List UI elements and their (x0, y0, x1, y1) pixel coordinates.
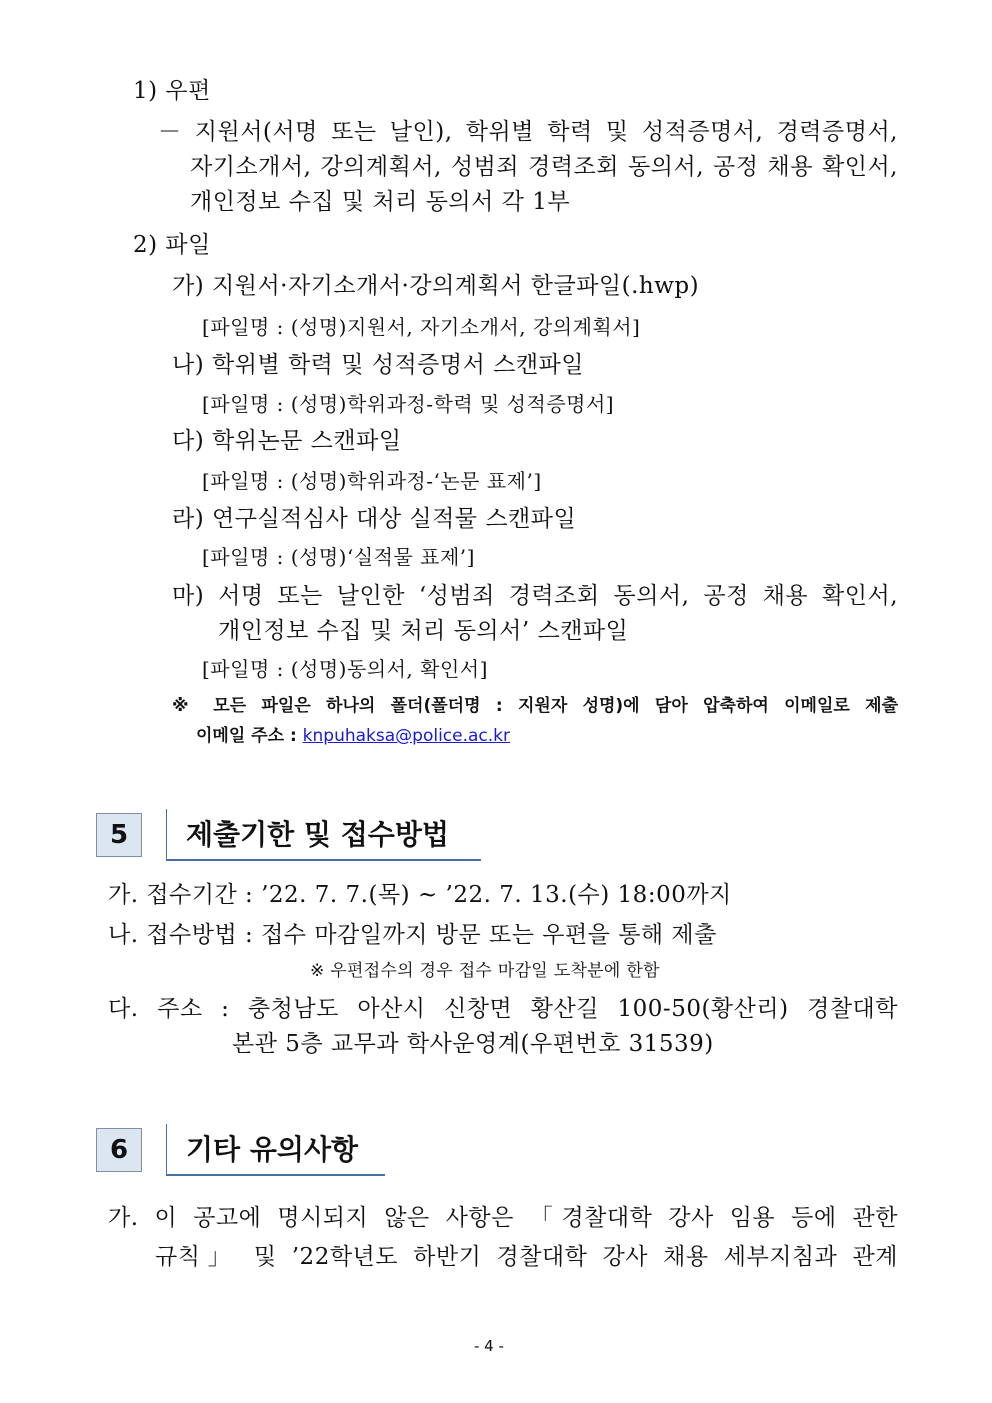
mail-heading: 1) 우편 (133, 78, 211, 104)
file-item-title: 다) 학위논문 스캔파일 (172, 428, 402, 454)
section5-underline (166, 859, 481, 861)
section6-line1: 가. 이 공고에 명시되지 않은 사항은 「경찰대학 강사 임용 등에 관한 (108, 1205, 898, 1231)
page-number: - 4 - (474, 1337, 504, 1355)
section5-address-line2: 본관 5층 교무과 학사운영계(우편번호 31539) (232, 1031, 714, 1057)
mail-docs-line2: 자기소개서, 강의계획서, 성범죄 경력조회 동의서, 공정 채용 확인서, (190, 154, 898, 180)
section6-divider (166, 1124, 167, 1176)
section5-period: 가. 접수기간 : ’22. 7. 7.(목) ~ ’22. 7. 13.(수) 18:00까지 (108, 882, 732, 908)
section6-line2: 규칙」 및 ’22학년도 하반기 경찰대학 강사 채용 세부지침과 관계 (155, 1244, 898, 1270)
email-row (196, 721, 510, 751)
file-heading: 2) 파일 (133, 232, 211, 258)
mail-docs-line3: 개인정보 수집 및 처리 동의서 각 1부 (190, 189, 571, 215)
section5-number: 5 (96, 813, 142, 857)
file-item5-line1: 마) 서명 또는 날인한 ‘성범죄 경력조회 동의서, 공정 채용 확인서, (172, 583, 898, 609)
section5-title: 제출기한 및 접수방법 (186, 818, 449, 851)
file-item5-filename: [파일명 : (성명)동의서, 확인서] (202, 657, 488, 681)
section6-number: 6 (96, 1128, 142, 1172)
section6-underline (166, 1174, 385, 1176)
file-item-title: 나) 학위별 학력 및 성적증명서 스캔파일 (172, 352, 585, 378)
section5-address-line1: 다. 주소 : 충청남도 아산시 신창면 황산길 100-50(황산리) 경찰대학 (108, 996, 898, 1022)
file-submit-note: ※ 모든 파일은 하나의 폴더(폴더명 : 지원자 성명)에 담아 압축하여 이메일로 제출 (172, 696, 898, 716)
section5-method-note: ※ 우편접수의 경우 접수 마감일 도착분에 한함 (310, 961, 660, 981)
mail-docs-line1: － 지원서(서명 또는 날인), 학위별 학력 및 성적증명서, 경력증명서, (158, 119, 898, 145)
file-item-filename: [파일명 : (성명)‘실적물 표제’] (202, 545, 475, 569)
section6-title: 기타 유의사항 (186, 1133, 359, 1166)
file-item-filename: [파일명 : (성명)학위과정-학력 및 성적증명서] (202, 392, 615, 416)
file-item-filename: [파일명 : (성명)학위과정-‘논문 표제’] (202, 469, 542, 493)
section5-divider (166, 809, 167, 861)
file-item-title: 라) 연구실적심사 대상 실적물 스캔파일 (172, 506, 577, 532)
section5-method: 나. 접수방법 : 접수 마감일까지 방문 또는 우편을 통해 제출 (108, 922, 717, 948)
file-item-title: 가) 지원서·자기소개서·강의계획서 한글파일(.hwp) (172, 273, 700, 299)
file-item5-line2: 개인정보 수집 및 처리 동의서’ 스캔파일 (218, 618, 629, 644)
email-label: 이메일 주소 : (196, 726, 303, 746)
file-item-filename: [파일명 : (성명)지원서, 자기소개서, 강의계획서] (202, 315, 641, 339)
email-link[interactable]: knpuhaksa@police.ac.kr (302, 726, 511, 746)
